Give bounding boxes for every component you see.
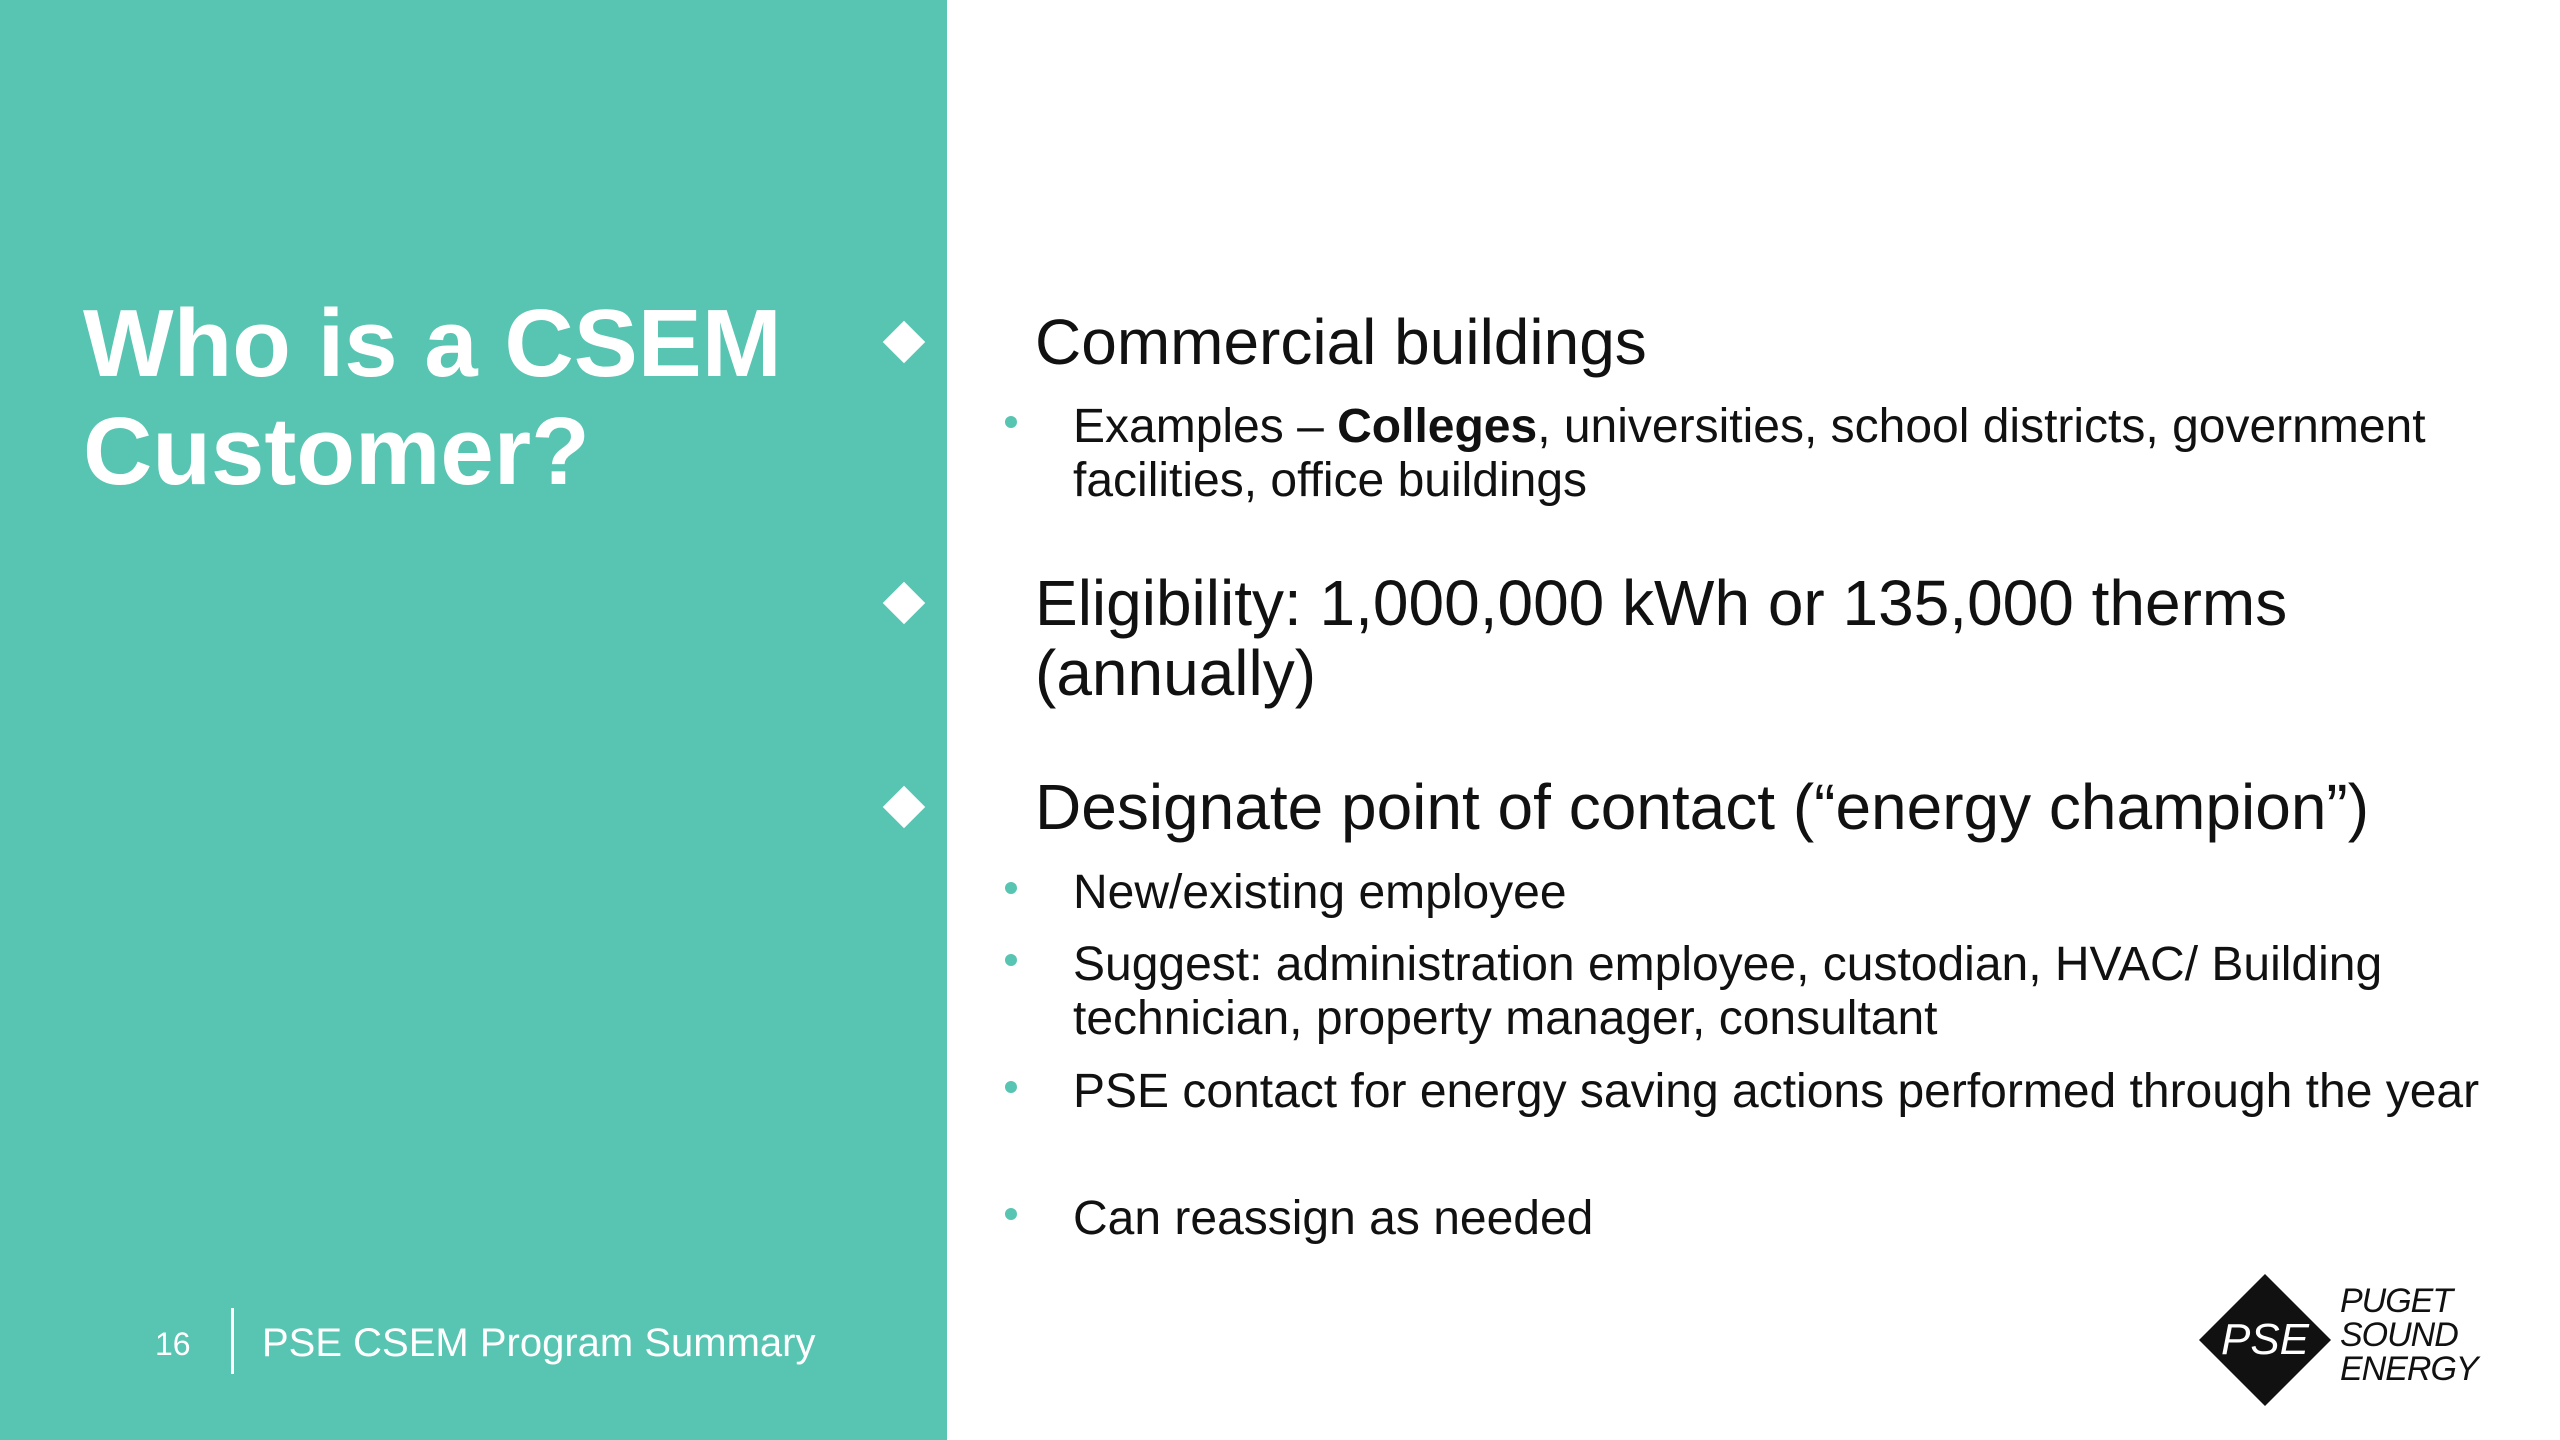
bullet-text: Suggest: administration employee, custodian, HVAC/ Building technician, property manager, consultant bbox=[1073, 938, 2383, 1045]
footer-title: PSE CSEM Program Summary bbox=[262, 1321, 816, 1365]
slide-title: Who is a CSEM Customer? bbox=[83, 290, 782, 505]
bullet-text: New/existing employee bbox=[1073, 866, 1567, 919]
dot-icon bbox=[1005, 1208, 1017, 1220]
section-heading-commercial: Commercial buildings bbox=[1035, 306, 1647, 378]
diamond-icon bbox=[883, 321, 925, 363]
section-heading-contact: Designate point of contact (“energy champion”) bbox=[1035, 771, 2370, 843]
diamond-icon bbox=[883, 582, 925, 624]
dot-icon bbox=[1005, 416, 1017, 428]
bullet-bold: Colleges bbox=[1337, 400, 1538, 453]
logo-line: PUGET bbox=[2340, 1282, 2453, 1320]
logo-line: ENERGY bbox=[2340, 1350, 2478, 1388]
logo-mark-text: PSE bbox=[2220, 1315, 2310, 1364]
bullet-text: PSE contact for energy saving actions performed through the year bbox=[1073, 1065, 2480, 1118]
bullet-prefix: Examples – bbox=[1073, 400, 1338, 453]
section-heading-eligibility: Eligibility: 1,000,000 kWh or 135,000 therms (annually) bbox=[1035, 567, 2288, 709]
dot-icon bbox=[1005, 882, 1017, 894]
page-number: 16 bbox=[155, 1326, 191, 1362]
bullet-text: Can reassign as needed bbox=[1073, 1192, 1594, 1245]
pse-logo bbox=[2195, 1270, 2478, 1410]
pse-logo-mark bbox=[2195, 1270, 2335, 1410]
diamond-icon bbox=[883, 786, 925, 828]
logo-wordmark bbox=[2340, 1284, 2478, 1386]
bullet-suffix: , universities, school districts, government facilities, office buildings bbox=[1073, 400, 2426, 507]
dot-icon bbox=[1005, 1081, 1017, 1093]
logo-line: SOUND bbox=[2340, 1316, 2458, 1354]
bullet-text bbox=[1073, 400, 2503, 508]
dot-icon bbox=[1005, 954, 1017, 966]
